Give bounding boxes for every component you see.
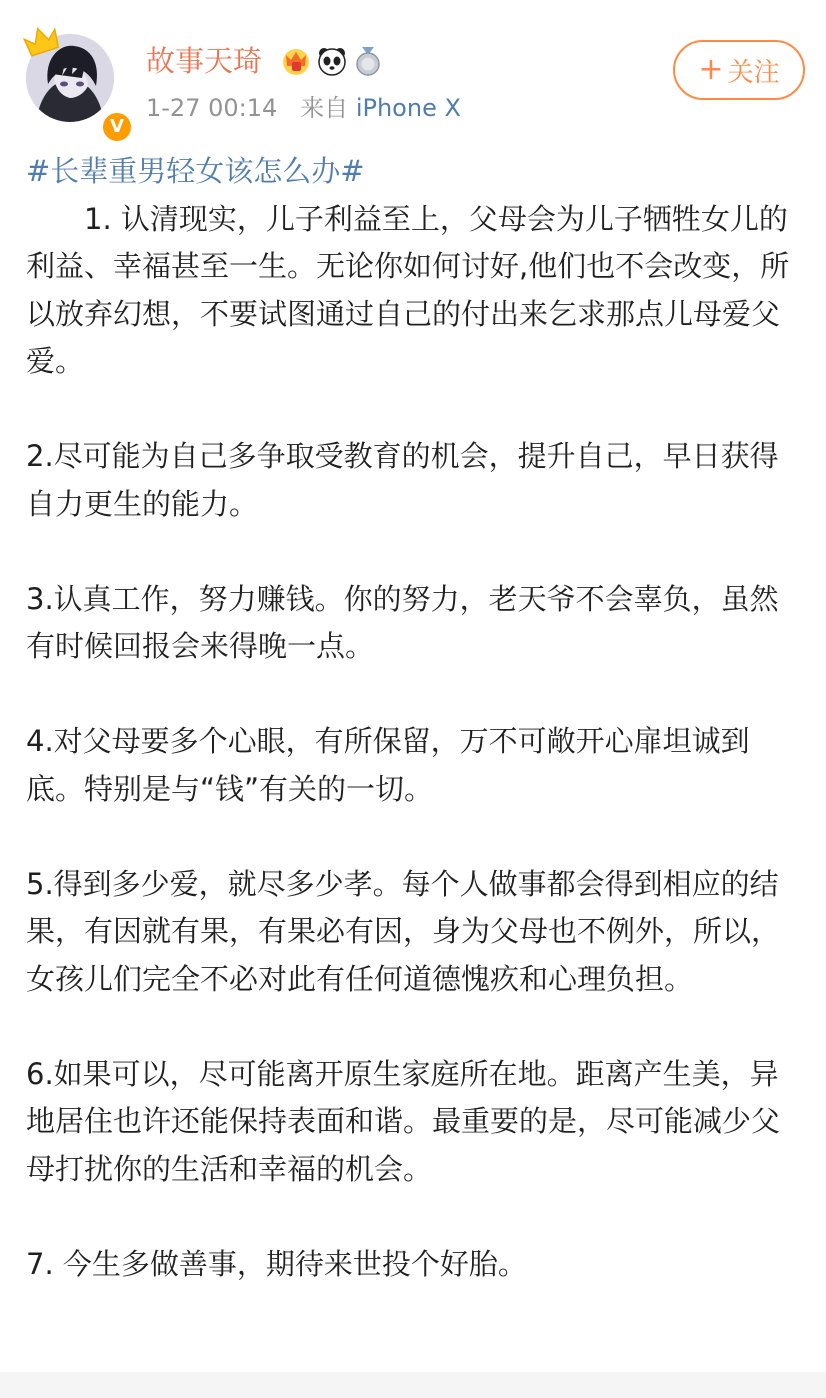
post-paragraph: 2.尽可能为自己多争取受教育的机会，提升自己，早日获得自力更生的能力。 — [26, 439, 779, 521]
user-badges — [280, 42, 384, 80]
post-paragraph: 3.认真工作，努力赚钱。你的努力，老天爷不会辜负，虽然有时候回报会来得晚一点。 — [26, 581, 779, 663]
post-time: 1-27 00:14 — [146, 94, 278, 122]
crown-icon — [22, 22, 62, 62]
post-paragraph: 5.得到多少爱，就尽多少孝。每个人做事都会得到相应的结果，有因就有果，有果必有因，身为父母也不例外，所以，女孩儿们完全不必对此有任何道德愧疚和心理负担。 — [26, 866, 781, 996]
post-paragraph: 6.如果可以，尽可能离开原生家庭所在地。距离产生美，异地居住也许还能保持表面和谐。最重要的是，尽可能减少父母打扰你的生活和幸福的机会。 — [26, 1056, 781, 1186]
post-meta — [146, 92, 461, 124]
verified-icon: V — [100, 110, 134, 144]
paragraph-gap — [26, 1003, 796, 1051]
username[interactable]: 故事天琦 — [146, 44, 263, 78]
post-source[interactable]: iPhone X — [355, 94, 461, 122]
follow-button[interactable] — [673, 40, 805, 100]
avatar-wrapper[interactable] — [22, 22, 124, 137]
topic-link[interactable]: #长辈重男轻女该怎么办# — [26, 154, 365, 188]
post-paragraph: 1. 认清现实，儿子利益至上，父母会为儿子牺牲女儿的利益、幸福甚至一生。无论你如何讨好,他们也不会改变，所以放弃幻想，不要试图通过自己的付出来乞求那点儿母爱父爱。 — [26, 201, 790, 378]
post-paragraph: 7. 今生多做善事，期待来世投个好胎。 — [26, 1246, 527, 1281]
bottom-divider — [0, 1372, 826, 1398]
medal-badge-icon[interactable] — [352, 45, 384, 77]
crown-badge-icon[interactable] — [280, 45, 312, 77]
paragraph-gap — [26, 671, 796, 719]
source-prefix: 来自 — [300, 94, 349, 122]
paragraph-gap — [26, 528, 796, 576]
paragraph-gap — [26, 386, 796, 434]
panda-badge-icon[interactable] — [316, 45, 348, 77]
plus-icon: + — [698, 52, 724, 87]
post-paragraph: 4.对父母要多个心眼，有所保留，万不可敞开心扉坦诚到底。特别是与“钱”有关的一切。 — [26, 724, 750, 806]
post-header — [0, 0, 826, 140]
post-content — [26, 148, 796, 1288]
paragraph-gap — [26, 1193, 796, 1241]
follow-label: 关注 — [727, 57, 780, 88]
paragraph-gap — [26, 813, 796, 861]
